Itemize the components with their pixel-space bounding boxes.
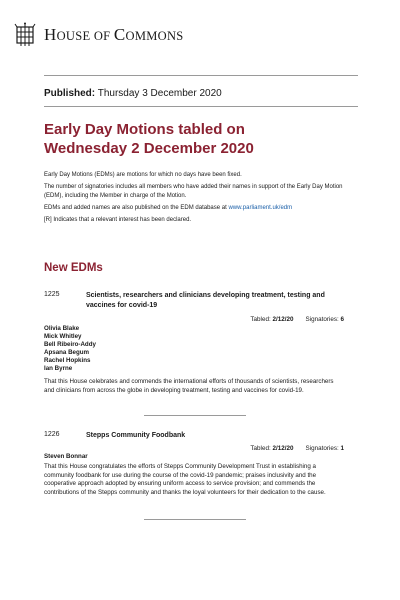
divider bbox=[144, 415, 246, 416]
intro-paragraph: [R] Indicates that a relevant interest has been declared. bbox=[44, 216, 192, 223]
motion-text: That this House celebrates and commends the international efforts of thousands of scientists, researchers and clinicians from across the globe in developing treatment, testing and vaccines for covid-19. bbox=[44, 378, 334, 394]
signer-name: Steven Bonnar bbox=[44, 453, 88, 460]
intro-paragraph: EDMs and added names are also published on the EDM database at www.parliament.uk/edm bbox=[44, 204, 293, 211]
signer-name: Ian Byrne bbox=[44, 365, 73, 372]
signer-name: Mick Whitley bbox=[44, 333, 82, 340]
edm-number: 1225 bbox=[44, 291, 60, 298]
title-line-2: Wednesday 2 December 2020 bbox=[44, 139, 254, 157]
page-title bbox=[44, 121, 364, 158]
published-label: Published: bbox=[44, 88, 96, 99]
edm-entry bbox=[44, 431, 356, 523]
signer-name: Olivia Blake bbox=[44, 325, 80, 332]
intro-paragraph: The number of signatories includes all members who have added their names in support of the Early Day Motion (EDM), including the Member in charge of the Motion. bbox=[44, 183, 343, 199]
edm-entry bbox=[44, 291, 356, 421]
intro-paragraph: Early Day Motions (EDMs) are motions for which no days have been fixed. bbox=[44, 172, 242, 178]
edm-number: 1226 bbox=[44, 431, 60, 438]
divider bbox=[44, 75, 358, 76]
edm-title: Stepps Community Foodbank bbox=[86, 432, 186, 439]
intro-text bbox=[44, 171, 356, 228]
signer-name: Rachel Hopkins bbox=[44, 357, 91, 364]
house-of-commons-logo bbox=[14, 22, 184, 48]
published-date: Thursday 3 December 2020 bbox=[97, 88, 222, 99]
signer-name: Bell Ribeiro-Addy bbox=[44, 341, 96, 348]
divider bbox=[144, 519, 246, 520]
section-heading: New EDMs bbox=[44, 262, 103, 274]
signer-name: Apsana Begum bbox=[44, 349, 90, 356]
title-line-1: Early Day Motions tabled on bbox=[44, 121, 245, 138]
edm-meta: Tabled: 2/12/20 Signatories: 1 bbox=[250, 445, 344, 452]
signer-list bbox=[44, 325, 96, 373]
signer-list bbox=[44, 453, 88, 461]
divider bbox=[44, 106, 358, 107]
portcullis-icon bbox=[14, 22, 36, 48]
edm-meta: Tabled: 2/12/20 Signatories: 6 bbox=[250, 316, 344, 323]
edm-database-link[interactable]: www.parliament.uk/edm bbox=[228, 204, 293, 211]
brand-name: HOUSE OF COMMONS bbox=[44, 25, 184, 44]
motion-text: That this House congratulates the efforts of Stepps Community Development Trust in establishing a community foodbank for use during the course of the covid-19 pandemic; praises inclusivity and the cooperative approach adopted by ensuring uniform access to service provision; and commends the contributions of the Stepps community and thanks the loyal volunteers for their dedication to the cause. bbox=[44, 463, 326, 496]
published-line bbox=[44, 88, 222, 99]
edm-title: Scientists, researchers and clinicians developing treatment, testing and vaccines for covid-19 bbox=[86, 292, 325, 309]
